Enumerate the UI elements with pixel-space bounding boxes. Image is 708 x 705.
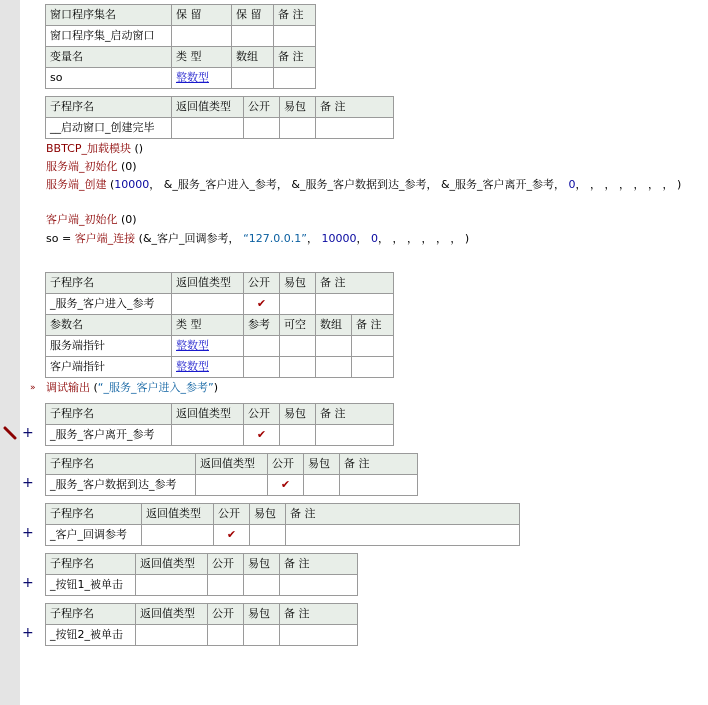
args-open: ( <box>90 381 98 394</box>
return-type-cell[interactable] <box>172 425 244 446</box>
note-header: 备 注 <box>286 504 520 525</box>
note-cell[interactable] <box>274 68 316 89</box>
args-text: (0) <box>117 160 137 173</box>
args-text: (0) <box>117 213 137 226</box>
sub-name-cell[interactable]: _服务_客户进入_参考 <box>46 294 172 315</box>
command-text: 客户端_连接 <box>74 232 136 245</box>
subroutine-table-client-enter <box>45 272 394 378</box>
note-header: 备 注 <box>340 454 418 475</box>
left-gutter <box>0 0 20 705</box>
sub-name-cell[interactable]: _按钮2_被单击 <box>46 625 136 646</box>
return-type-cell[interactable] <box>172 118 244 139</box>
note-header: 备 注 <box>280 604 358 625</box>
array-cell[interactable] <box>316 336 352 357</box>
reference-cell[interactable] <box>244 336 280 357</box>
note-cell[interactable] <box>286 525 520 546</box>
public-check-icon[interactable]: ✔ <box>244 294 280 315</box>
nullable-cell[interactable] <box>280 357 316 378</box>
nullable-cell[interactable] <box>280 336 316 357</box>
return-type-header: 返回值类型 <box>142 504 214 525</box>
array-header: 数组 <box>232 47 274 68</box>
code-line-client-init[interactable] <box>46 212 137 228</box>
code-line-debug-output[interactable] <box>46 380 218 396</box>
return-type-header: 返回值类型 <box>136 604 208 625</box>
public-check-icon[interactable]: ✔ <box>214 525 250 546</box>
sub-name-header: 子程序名 <box>46 554 136 575</box>
reserved-cell-2[interactable] <box>232 26 274 47</box>
param-name-cell[interactable]: 服务端指针 <box>46 336 172 357</box>
code-line-server-init[interactable] <box>46 159 137 175</box>
string-literal: “_服务_客户进入_参考” <box>97 381 214 394</box>
public-cell[interactable] <box>244 118 280 139</box>
return-type-cell[interactable] <box>142 525 214 546</box>
easy-pack-header: 易包 <box>280 404 316 425</box>
args-text: () <box>130 142 144 155</box>
public-header: 公开 <box>244 97 280 118</box>
args-tail: ， ， ， ， ， ， ， ) <box>575 178 682 191</box>
assembly-name-cell[interactable]: 窗口程序集_启动窗口 <box>46 26 172 47</box>
args-text: ， &_服务_客户进入_参考， &_服务_客户数据到达_参考， &_服务_客户离开_参考， <box>149 178 569 191</box>
easy-pack-header: 易包 <box>244 554 280 575</box>
args-open: (&_客户_回调参考， <box>135 232 244 245</box>
code-line-server-create[interactable] <box>46 177 681 193</box>
sub-name-header: 子程序名 <box>46 454 196 475</box>
code-line-load-module[interactable] <box>46 141 143 157</box>
easy-pack-header: 易包 <box>304 454 340 475</box>
subroutine-table-button1 <box>45 553 358 596</box>
return-type-cell[interactable] <box>136 575 208 596</box>
return-type-header: 返回值类型 <box>196 454 268 475</box>
note-header: 备 注 <box>280 554 358 575</box>
variable-type-link[interactable] <box>172 68 232 89</box>
public-check-icon[interactable]: ✔ <box>244 425 280 446</box>
type-link[interactable]: 整数型 <box>176 339 209 352</box>
subroutine-table-client-data <box>45 453 418 496</box>
array-header: 数组 <box>316 315 352 336</box>
param-name-cell[interactable]: 客户端指针 <box>46 357 172 378</box>
note-cell[interactable] <box>316 294 394 315</box>
note-header: 备 注 <box>316 404 394 425</box>
return-type-header: 返回值类型 <box>172 97 244 118</box>
return-type-cell[interactable] <box>196 475 268 496</box>
sub-name-cell[interactable]: __启动窗口_创建完毕 <box>46 118 172 139</box>
code-line-client-connect[interactable] <box>46 231 469 247</box>
command-text: BBTCP_加载模块 <box>46 142 131 155</box>
easy-pack-cell[interactable] <box>304 475 340 496</box>
note-cell[interactable] <box>274 26 316 47</box>
easy-pack-header: 易包 <box>244 604 280 625</box>
easy-pack-cell[interactable] <box>244 625 280 646</box>
array-cell[interactable] <box>232 68 274 89</box>
type-link[interactable]: 整数型 <box>176 71 209 84</box>
subroutine-table-client-callback <box>45 503 520 546</box>
easy-pack-header: 易包 <box>280 273 316 294</box>
note-header: 备 注 <box>316 273 394 294</box>
note-cell[interactable] <box>340 475 418 496</box>
args-close: ) <box>213 381 218 394</box>
subroutine-table-startup <box>45 96 394 139</box>
type-header: 类 型 <box>172 47 232 68</box>
pencil-icon <box>3 426 17 440</box>
sub-name-header: 子程序名 <box>46 273 172 294</box>
param-type-cell[interactable] <box>172 357 244 378</box>
reference-header: 参考 <box>244 315 280 336</box>
equals-text: = <box>58 232 75 245</box>
param-type-header: 类 型 <box>172 315 244 336</box>
return-type-header: 返回值类型 <box>172 273 244 294</box>
sub-name-cell[interactable]: _服务_客户数据到达_参考 <box>46 475 196 496</box>
number-literal: 0 <box>370 232 378 245</box>
variable-text: so <box>46 232 59 245</box>
subroutine-table-button2 <box>45 603 358 646</box>
public-header: 公开 <box>214 504 250 525</box>
easy-pack-cell[interactable] <box>280 425 316 446</box>
note-header: 备 注 <box>274 5 316 26</box>
sub-name-header: 子程序名 <box>46 604 136 625</box>
note-cell[interactable] <box>280 575 358 596</box>
args-open: ( <box>106 178 115 191</box>
public-header: 公开 <box>208 554 244 575</box>
sub-name-header: 子程序名 <box>46 504 142 525</box>
variable-name-header: 变量名 <box>46 47 172 68</box>
array-cell[interactable] <box>316 357 352 378</box>
note-cell[interactable] <box>352 336 394 357</box>
public-header: 公开 <box>268 454 304 475</box>
sub-name-header: 子程序名 <box>46 97 172 118</box>
note-header: 备 注 <box>352 315 394 336</box>
expand-icon[interactable]: + <box>22 525 34 541</box>
args-tail: ， ， ， ， ， ， ) <box>377 232 470 245</box>
command-text: 调试输出 <box>46 381 90 394</box>
separator: ， <box>306 232 322 245</box>
return-type-cell[interactable] <box>136 625 208 646</box>
note-cell[interactable] <box>352 357 394 378</box>
easy-pack-cell[interactable] <box>250 525 286 546</box>
subroutine-table-client-leave <box>45 403 394 446</box>
note-cell[interactable] <box>280 625 358 646</box>
command-text: 服务端_创建 <box>46 178 107 191</box>
variable-name-cell[interactable]: so <box>46 68 172 89</box>
public-header: 公开 <box>208 604 244 625</box>
public-header: 公开 <box>244 273 280 294</box>
sub-name-cell[interactable]: _按钮1_被单击 <box>46 575 136 596</box>
easy-pack-header: 易包 <box>280 97 316 118</box>
easy-pack-cell[interactable] <box>280 118 316 139</box>
note-cell[interactable] <box>316 425 394 446</box>
sub-name-cell[interactable]: _服务_客户离开_参考 <box>46 425 172 446</box>
reserved-cell[interactable] <box>172 26 232 47</box>
type-link[interactable]: 整数型 <box>176 360 209 373</box>
public-header: 公开 <box>244 404 280 425</box>
command-text: 服务端_初始化 <box>46 160 118 173</box>
string-literal: “127.0.0.1” <box>243 232 307 245</box>
reserved-header-2: 保 留 <box>232 5 274 26</box>
easy-pack-cell[interactable] <box>244 575 280 596</box>
expand-icon[interactable]: + <box>22 425 34 441</box>
easy-pack-header: 易包 <box>250 504 286 525</box>
note-cell[interactable] <box>316 118 394 139</box>
param-name-header: 参数名 <box>46 315 172 336</box>
expand-icon[interactable]: + <box>22 475 34 491</box>
return-type-header: 返回值类型 <box>136 554 208 575</box>
public-cell[interactable] <box>208 575 244 596</box>
number-literal: 10000 <box>114 178 150 191</box>
return-type-cell[interactable] <box>172 294 244 315</box>
command-text: 客户端_初始化 <box>46 213 118 226</box>
expand-icon[interactable]: + <box>22 575 34 591</box>
sub-name-header: 子程序名 <box>46 404 172 425</box>
expand-icon[interactable]: + <box>22 625 34 641</box>
note-header: 备 注 <box>274 47 316 68</box>
nullable-header: 可空 <box>280 315 316 336</box>
assembly-table <box>45 4 316 89</box>
sub-name-cell[interactable]: _客户_回调参考 <box>46 525 142 546</box>
public-check-icon[interactable]: ✔ <box>268 475 304 496</box>
public-cell[interactable] <box>208 625 244 646</box>
reference-cell[interactable] <box>244 357 280 378</box>
number-literal: 10000 <box>321 232 357 245</box>
easy-pack-cell[interactable] <box>280 294 316 315</box>
number-literal: 0 <box>568 178 576 191</box>
flow-arrow-icon: » <box>30 383 36 393</box>
note-header: 备 注 <box>316 97 394 118</box>
return-type-header: 返回值类型 <box>172 404 244 425</box>
assembly-name-header: 窗口程序集名 <box>46 5 172 26</box>
separator: ， <box>356 232 371 245</box>
param-type-cell[interactable] <box>172 336 244 357</box>
reserved-header: 保 留 <box>172 5 232 26</box>
